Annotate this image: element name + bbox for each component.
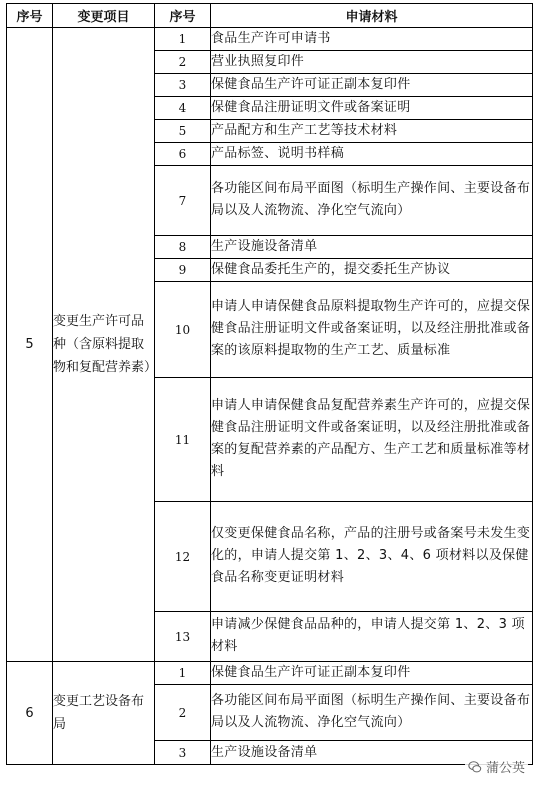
row-material: 生产设施设备清单	[211, 741, 533, 765]
row-number: 11	[155, 378, 211, 502]
row-number: 13	[155, 612, 211, 662]
row-material: 保健食品委托生产的，提交委托生产协议	[211, 259, 533, 282]
row-material: 生产设施设备清单	[211, 236, 533, 259]
row-number: 10	[155, 282, 211, 378]
group-seq: 6	[7, 662, 53, 765]
row-number: 5	[155, 120, 211, 143]
watermark-text: 蒲公英	[485, 761, 525, 776]
row-number: 3	[155, 741, 211, 765]
row-material: 申请人申请保健食品复配营养素生产许可的，应提交保健食品注册证明文件或备案证明，以及经注册批准或备案的复配营养素的产品配方、生产工艺和质量标准等材料	[211, 378, 533, 502]
group-item: 变更工艺设备布局	[53, 662, 155, 765]
materials-table	[6, 3, 533, 765]
row-number: 2	[155, 51, 211, 74]
row-number: 12	[155, 502, 211, 612]
row-material: 产品配方和生产工艺等技术材料	[211, 120, 533, 143]
row-material: 各功能区间布局平面图（标明生产操作间、主要设备布局以及人流物流、净化空气流向）	[211, 685, 533, 741]
row-material: 保健食品生产许可证正副本复印件	[211, 74, 533, 97]
header-item: 变更项目	[53, 4, 155, 28]
row-number: 1	[155, 662, 211, 685]
group-seq: 5	[7, 28, 53, 662]
watermark	[465, 756, 528, 777]
header-sub-seq: 序号	[155, 4, 211, 28]
row-material: 保健食品生产许可证正副本复印件	[211, 662, 533, 685]
row-number: 2	[155, 685, 211, 741]
header-seq: 序号	[7, 4, 53, 28]
row-material: 各功能区间布局平面图（标明生产操作间、主要设备布局以及人流物流、净化空气流向）	[211, 166, 533, 236]
table-row	[7, 662, 533, 685]
row-number: 9	[155, 259, 211, 282]
group-item: 变更生产许可品种（含原料提取物和复配营养素）	[53, 28, 155, 662]
row-number: 7	[155, 166, 211, 236]
row-material: 保健食品注册证明文件或备案证明	[211, 97, 533, 120]
row-number: 4	[155, 97, 211, 120]
row-material: 申请人申请保健食品原料提取物生产许可的，应提交保健食品注册证明文件或备案证明，以及经注册批准或备案的该原料提取物的生产工艺、质量标准	[211, 282, 533, 378]
row-material: 营业执照复印件	[211, 51, 533, 74]
table-row	[7, 28, 533, 51]
wechat-icon	[468, 760, 482, 774]
row-material: 仅变更保健食品名称，产品的注册号或备案号未发生变化的，申请人提交第 1、2、3、4、6 项材料以及保健食品名称变更证明材料	[211, 502, 533, 612]
row-number: 6	[155, 143, 211, 166]
row-number: 3	[155, 74, 211, 97]
row-number: 8	[155, 236, 211, 259]
row-number: 1	[155, 28, 211, 51]
table-header-row	[7, 4, 533, 28]
row-material: 产品标签、说明书样稿	[211, 143, 533, 166]
row-material: 食品生产许可申请书	[211, 28, 533, 51]
header-materials: 申请材料	[211, 4, 533, 28]
row-material: 申请减少保健食品品种的，申请人提交第 1、2、3 项材料	[211, 612, 533, 662]
